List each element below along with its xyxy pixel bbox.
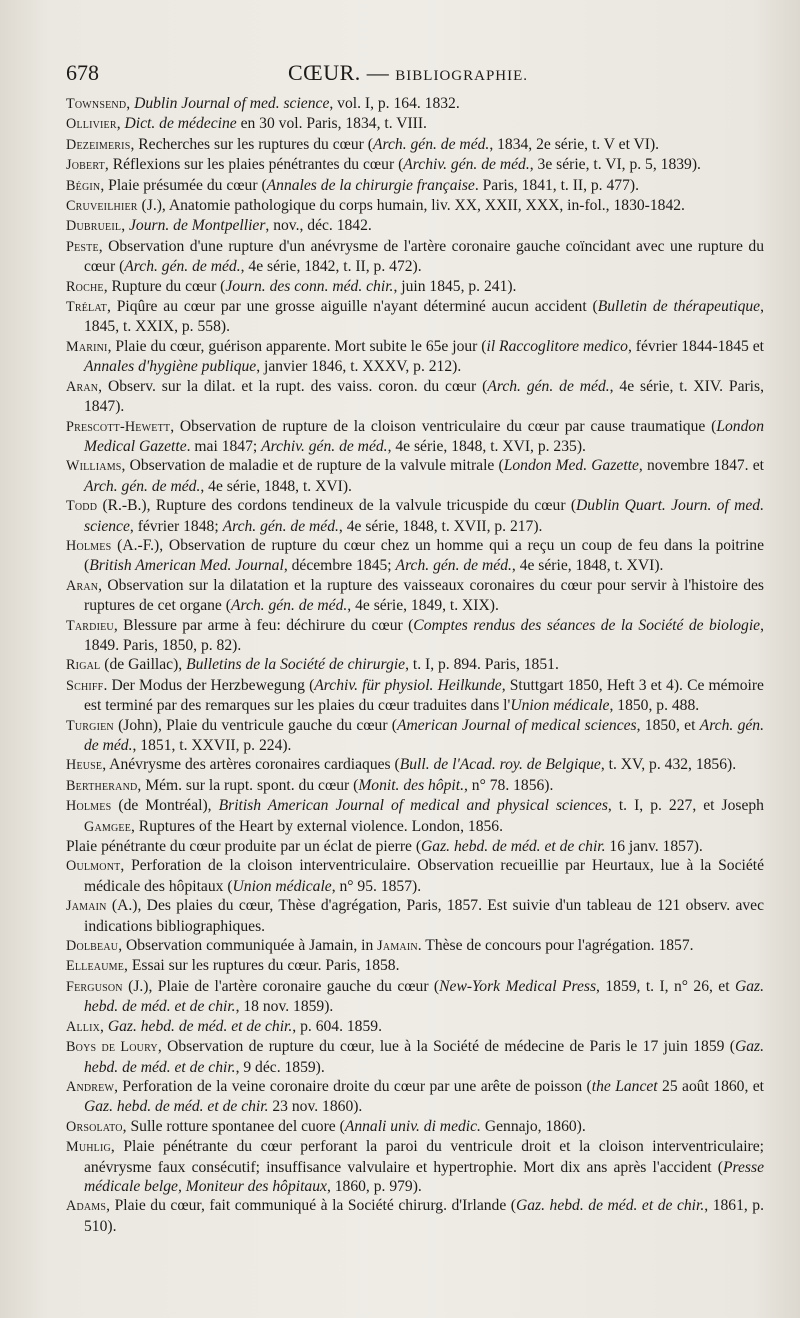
entry-text: , Observation sur la dilatation et la rupture des vaisseaux coronaires du cœur pour servir à l'histoire des ruptures de cet organe ( xyxy=(84,576,764,615)
entry-text: , Observation de rupture du cœur, lue à la Société de médecine de Paris le 17 juin 1859 ( xyxy=(157,1038,735,1056)
entry-text: (John), Plaie du ventricule gauche du cœur ( xyxy=(113,716,397,734)
entry-text: , 18 nov. 1859). xyxy=(235,998,334,1016)
author-name: Allix xyxy=(66,1018,101,1035)
bibliography-entry xyxy=(66,1196,764,1236)
publication-title: Archiv. gén. de méd. xyxy=(261,437,388,455)
entry-text: . Thèse de concours pour l'agrégation. 1857. xyxy=(417,937,694,955)
bibliography-entry xyxy=(66,456,764,496)
publication-title: Gaz. hebd. de méd. et de chir. xyxy=(84,1098,269,1116)
entry-text: , Perforation de la cloison interventriculaire. Observation recueillie par Heurtaux, lue à la Société médicale des hôpitaux ( xyxy=(84,857,764,895)
entry-text: , Stuttgart 1850, Heft 3 et 4). Ce mémoire est terminé par des remarques sur les plaies du cœur traduites dans l' xyxy=(84,676,764,715)
entry-text: , janvier 1846, t. XXXV, p. 212). xyxy=(256,358,462,376)
author-name: Holmes xyxy=(66,537,112,554)
publication-title: Presse médicale belge, Moniteur des hôpitaux xyxy=(84,1158,764,1195)
author-name: Andrew xyxy=(66,1078,115,1095)
publication-title: Arch. gén. de méd. xyxy=(487,377,610,395)
entry-text: , Observation de rupture de la cloison ventriculaire du cœur par cause traumatique ( xyxy=(170,417,717,435)
bibliography-entry xyxy=(66,616,764,656)
entry-text: , n° 95. 1857). xyxy=(331,877,422,895)
bibliography-entry xyxy=(66,755,764,775)
bibliography-entry xyxy=(66,337,764,377)
bibliography-entry xyxy=(66,576,764,616)
entry-text: , novembre 1847. et xyxy=(638,457,764,475)
entry-text: , n° 78. 1856). xyxy=(464,776,554,794)
entry-text: , 1849. Paris, 1850, p. 82). xyxy=(84,616,764,654)
author-name: Aran xyxy=(66,378,99,395)
bibliography-entry xyxy=(66,237,764,277)
author-name: Jobert xyxy=(66,157,105,174)
author-name: Muhlig xyxy=(66,1139,111,1156)
entry-text: , vol. I, p. 164. 1832. xyxy=(329,95,460,112)
publication-title: Annali univ. di medic. xyxy=(344,1117,481,1135)
bibliography-entry xyxy=(66,655,764,675)
publication-title: Dublin Journal of med. science xyxy=(134,95,330,112)
author-name: Prescott-Hewett xyxy=(66,418,171,435)
bibliography-entry xyxy=(66,1017,764,1037)
bibliography-entry xyxy=(66,277,764,297)
publication-title: Arch. gén. de méd. xyxy=(372,135,490,153)
entry-text: , 1834, 2e série, t. V et VI). xyxy=(489,135,660,153)
running-title xyxy=(288,56,528,93)
bibliography-entry xyxy=(66,1077,764,1117)
entry-text: , 1850, et xyxy=(636,716,700,734)
entry-text: . Der Modus der Herzbewegung ( xyxy=(103,676,315,694)
bibliography-entry xyxy=(66,377,764,417)
author-name: Orsolato xyxy=(66,1118,123,1135)
publication-title: New-York Medical Press xyxy=(439,977,597,995)
author-name: Townsend xyxy=(66,96,127,112)
entry-text: (A.-F.), Observation de rupture du cœur chez un homme qui a reçu un coup de feu dans la poitrine ( xyxy=(84,536,764,575)
bibliography-entry xyxy=(66,496,764,536)
author-name: Dolbeau xyxy=(66,938,119,955)
publication-title: the Lancet xyxy=(591,1077,658,1095)
author-name: Ferguson xyxy=(66,978,123,995)
bibliography-entry xyxy=(66,297,764,337)
bibliography-entry xyxy=(66,896,764,936)
publication-title: Arch. gén. de méd. xyxy=(124,258,241,276)
bibliography-entry xyxy=(66,716,764,756)
publication-title: Journ. des conn. méd. chir. xyxy=(225,277,394,295)
entry-text: (de Montréal), xyxy=(111,797,219,815)
entry-text: , 1845, t. XXIX, p. 558). xyxy=(84,298,764,336)
bibliography-entry xyxy=(66,155,764,175)
entry-text: , 1859, t. I, n° 26, et xyxy=(596,977,735,995)
entry-text: , xyxy=(100,1017,108,1035)
bibliography-entry xyxy=(66,837,764,856)
author-name: Schiff xyxy=(66,677,104,694)
author-name: Dezeimeris xyxy=(66,136,131,153)
entry-text: , Sulle rotture spontanee del cuore ( xyxy=(122,1117,345,1135)
publication-title: London Med. Gazette xyxy=(503,457,639,475)
entry-text: , 1860, p. 979). xyxy=(326,1177,422,1195)
publication-title: Gaz. hebd. de méd. et de chir. xyxy=(84,977,764,1016)
author-name: Bertherand xyxy=(66,777,138,794)
publication-title: Union médicale xyxy=(510,697,610,715)
bibliography-entry xyxy=(66,417,764,457)
author-name: Holmes xyxy=(66,798,112,815)
bibliography-entry xyxy=(66,216,764,236)
author-name: Gamgee xyxy=(84,818,131,835)
entry-text: (A.), Des plaies du cœur, Thèse d'agrégation, Paris, 1857. Est suivie d'un tableau de 121 observ. avec indications bibliographiques. xyxy=(84,897,764,935)
publication-title: Comptes rendus des séances de la Société de biologie xyxy=(413,616,761,634)
author-name: Oulmont xyxy=(66,858,121,875)
entry-text: , Plaie du cœur, guérison apparente. Mort subite le 65e jour ( xyxy=(107,337,487,355)
entry-text: , nov., déc. 1842. xyxy=(265,217,372,235)
entry-text: (J.), Anatomie pathologique du corps humain, liv. XX, XXII, XXX, in-fol., 1830-1842. xyxy=(137,197,685,215)
author-name: Todd xyxy=(66,498,98,515)
publication-title: British American Med. Journal xyxy=(89,557,284,575)
author-name: Heuse xyxy=(66,757,103,774)
entry-text: , p. 604. 1859. xyxy=(292,1017,382,1035)
bibliography-entry xyxy=(66,196,764,216)
author-name: Williams xyxy=(66,458,122,475)
running-title-main: CŒUR. xyxy=(288,60,361,85)
author-name: Cruveilhier xyxy=(66,198,138,215)
bibliography-entry xyxy=(66,856,764,896)
author-name: Roche xyxy=(66,278,104,295)
entry-text: , 4e série, 1848, t. XVII, p. 217). xyxy=(338,517,543,535)
bibliography-entry xyxy=(66,1037,764,1077)
publication-title: Monit. des hôpit. xyxy=(358,776,464,794)
author-name: Ollivier xyxy=(66,116,117,133)
author-name: Rigal xyxy=(66,657,101,674)
bibliography-entry xyxy=(66,776,764,796)
entry-text: en 30 vol. Paris, 1834, t. VIII. xyxy=(236,115,427,133)
publication-title: Gaz. hebd. de méd. et de chir. xyxy=(421,838,606,856)
entry-text: , Mém. sur la rupt. spont. du cœur ( xyxy=(137,776,359,794)
author-name: Marini xyxy=(66,338,108,355)
author-name: Adams xyxy=(66,1198,107,1215)
entry-text: , Réflexions sur les plaies pénétrantes du cœur ( xyxy=(104,156,404,174)
entry-text: , Ruptures of the Heart by external violence. London, 1856. xyxy=(131,817,503,835)
entry-text: , xyxy=(116,115,125,133)
bibliography-entry xyxy=(66,1137,764,1196)
entry-text: , t. I, p. 894. Paris, 1851. xyxy=(405,656,559,674)
entry-text: , xyxy=(121,217,129,235)
publication-title: American Journal of medical sciences xyxy=(396,716,637,734)
entry-text: , Anévrysme des artères coronaires cardiaques ( xyxy=(102,756,400,774)
publication-title: Archiv. gén. de méd. xyxy=(403,156,530,174)
entry-text: , Observation communiquée à Jamain, in xyxy=(118,937,378,955)
publication-title: il Raccoglitore medico xyxy=(486,337,628,355)
publication-title: Gaz. hebd. de méd. et de chir. xyxy=(515,1197,705,1215)
publication-title: Arch. gén. de méd. xyxy=(84,716,764,754)
entry-text: 16 janv. 1857). xyxy=(605,838,703,856)
entry-text: , 3e série, t. VI, p. 5, 1839). xyxy=(529,156,701,174)
publication-title: Archiv. für physiol. Heilkunde xyxy=(314,676,502,694)
author-name: Boys de Loury xyxy=(66,1039,158,1056)
author-name: Elleaume xyxy=(66,958,125,975)
publication-title: Bull. de l'Acad. roy. de Belgique xyxy=(399,756,601,774)
author-name: Aran xyxy=(66,577,99,594)
entry-text: , Plaie pénétrante du cœur perforant la paroi du ventricule droit et la cloison interventriculaire; anévrysme faux consécutif; insuffisance valvulaire et hypertrophie. Mort dix ans après l'accident ( xyxy=(84,1138,764,1176)
publication-title: London Medical Gazette xyxy=(84,417,764,455)
entry-text: , 4e série, t. XIV. Paris, 1847). xyxy=(84,377,764,416)
entry-text: , 4e série, 1848, t. XVI, p. 235). xyxy=(387,437,586,455)
entry-text: Gennajo, 1860). xyxy=(480,1117,586,1135)
entry-text: , 4e série, 1842, t. II, p. 472). xyxy=(240,258,422,276)
page-number: 678 xyxy=(66,60,99,85)
entry-text: , 4e série, 1849, t. XIX). xyxy=(347,597,499,615)
author-name: Jamain xyxy=(377,938,418,955)
entry-text: , février 1844-1845 et xyxy=(627,337,764,355)
publication-title: Dict. de médecine xyxy=(124,115,237,133)
publication-title: Arch. gén. de méd. xyxy=(84,477,201,495)
entry-text: , décembre 1845; xyxy=(283,557,396,575)
publication-title: Gaz. hebd. de méd. et de chir. xyxy=(107,1017,293,1035)
entry-text: , Plaie du cœur, fait communiqué à la Société chirurg. d'Irlande ( xyxy=(106,1197,516,1215)
bibliography-entry xyxy=(66,114,764,134)
bibliography-entry xyxy=(66,796,764,837)
author-name: Bégin xyxy=(66,177,101,194)
author-name: Peste xyxy=(66,238,99,255)
author-name: Jamain xyxy=(66,898,107,915)
entry-text: . Paris, 1841, t. II, p. 477). xyxy=(474,176,639,194)
bibliography-entry xyxy=(66,936,764,956)
entry-text: , 1850, p. 488. xyxy=(609,697,700,715)
running-title-section: BIBLIOGRAPHIE. xyxy=(395,68,529,84)
bibliography-list xyxy=(66,94,764,1236)
publication-title: Arch. gén. de méd. xyxy=(230,597,348,615)
entry-text: , t. I, p. 227, et Joseph xyxy=(607,797,764,815)
publication-title: British American Journal of medical and physical sciences xyxy=(218,797,608,815)
entry-text: Plaie pénétrante du cœur produite par un éclat de pierre ( xyxy=(66,838,422,856)
entry-text: , 4e série, 1848, t. XVI). xyxy=(511,557,664,575)
bibliography-entry xyxy=(66,135,764,155)
entry-text: 25 août 1860, et xyxy=(657,1077,765,1095)
entry-text: , Rupture du cœur ( xyxy=(103,277,226,295)
publication-title: Annales de la chirurgie française xyxy=(266,176,475,194)
entry-text: , Recherches sur les ruptures du cœur ( xyxy=(130,135,373,153)
bibliography-entry xyxy=(66,536,764,576)
publication-title: Gaz. hebd. de méd. et de chir. xyxy=(84,1038,764,1076)
author-name: Trélat xyxy=(66,299,107,316)
entry-text: , xyxy=(126,95,135,112)
entry-text: , Piqûre au cœur par une grosse aiguille n'ayant déterminé aucun accident ( xyxy=(106,298,598,316)
author-name: Tardieu xyxy=(66,617,114,634)
entry-text: (J.), Plaie de l'artère coronaire gauche du cœur ( xyxy=(122,977,440,995)
entry-text: (R.-B.), Rupture des cordons tendineux de la valvule tricuspide du cœur ( xyxy=(97,497,577,515)
running-title-dash: — xyxy=(360,60,396,85)
entry-text: , Essai sur les ruptures du cœur. Paris, 1858. xyxy=(124,957,400,975)
entry-text: , 1851, t. XXVII, p. 224). xyxy=(132,737,292,754)
bibliography-entry xyxy=(66,977,764,1017)
entry-text: , juin 1845, p. 241). xyxy=(393,277,517,295)
entry-text: , t. XV, p. 432, 1856). xyxy=(600,756,737,774)
author-name: Turgien xyxy=(66,717,114,734)
entry-text: , Plaie présumée du cœur ( xyxy=(100,176,267,194)
author-name: Dubrueil xyxy=(66,218,122,235)
publication-title: Arch. gén. de méd. xyxy=(395,557,512,575)
entry-text: , Observation de maladie et de rupture de la valvule mitrale ( xyxy=(121,457,504,475)
entry-text: , février 1848; xyxy=(129,517,223,535)
publication-title: Union médicale xyxy=(232,877,332,895)
publication-title: Bulletins de la Société de chirurgie xyxy=(186,656,406,674)
entry-text: , 4e série, 1848, t. XVI). xyxy=(200,477,352,495)
entry-text: . mai 1847; xyxy=(186,437,262,455)
publication-title: Dublin Quart. Journ. of med. science xyxy=(84,497,764,535)
entry-text: , Perforation de la veine coronaire droite du cœur par une arête de poisson ( xyxy=(114,1077,592,1095)
publication-title: Annales d'hygiène publique xyxy=(84,358,257,376)
entry-text: (de Gaillac), xyxy=(100,656,187,674)
bibliography-entry xyxy=(66,676,764,716)
entry-text: , 1861, p. 510). xyxy=(84,1197,765,1235)
page-header xyxy=(66,56,764,90)
bibliography-entry xyxy=(66,956,764,976)
entry-text: , Observation d'une rupture d'un anévrysme de l'artère coronaire gauche coïncidant avec une rupture du cœur ( xyxy=(84,237,764,276)
entry-text: , 9 déc. 1859). xyxy=(235,1058,325,1076)
entry-text: , Blessure par arme à feu: déchirure du cœur ( xyxy=(113,616,414,634)
bibliography-entry xyxy=(66,176,764,196)
bibliography-entry xyxy=(66,94,764,114)
publication-title: Journ. de Montpellier xyxy=(128,217,266,235)
publication-title: Arch. gén. de méd. xyxy=(222,517,339,535)
bibliography-entry xyxy=(66,1117,764,1137)
publication-title: Bulletin de thérapeutique xyxy=(597,298,761,316)
entry-text: 23 nov. 1860). xyxy=(268,1098,363,1116)
entry-text: , Observ. sur la dilat. et la rupt. des vaiss. coron. du cœur ( xyxy=(98,377,488,395)
